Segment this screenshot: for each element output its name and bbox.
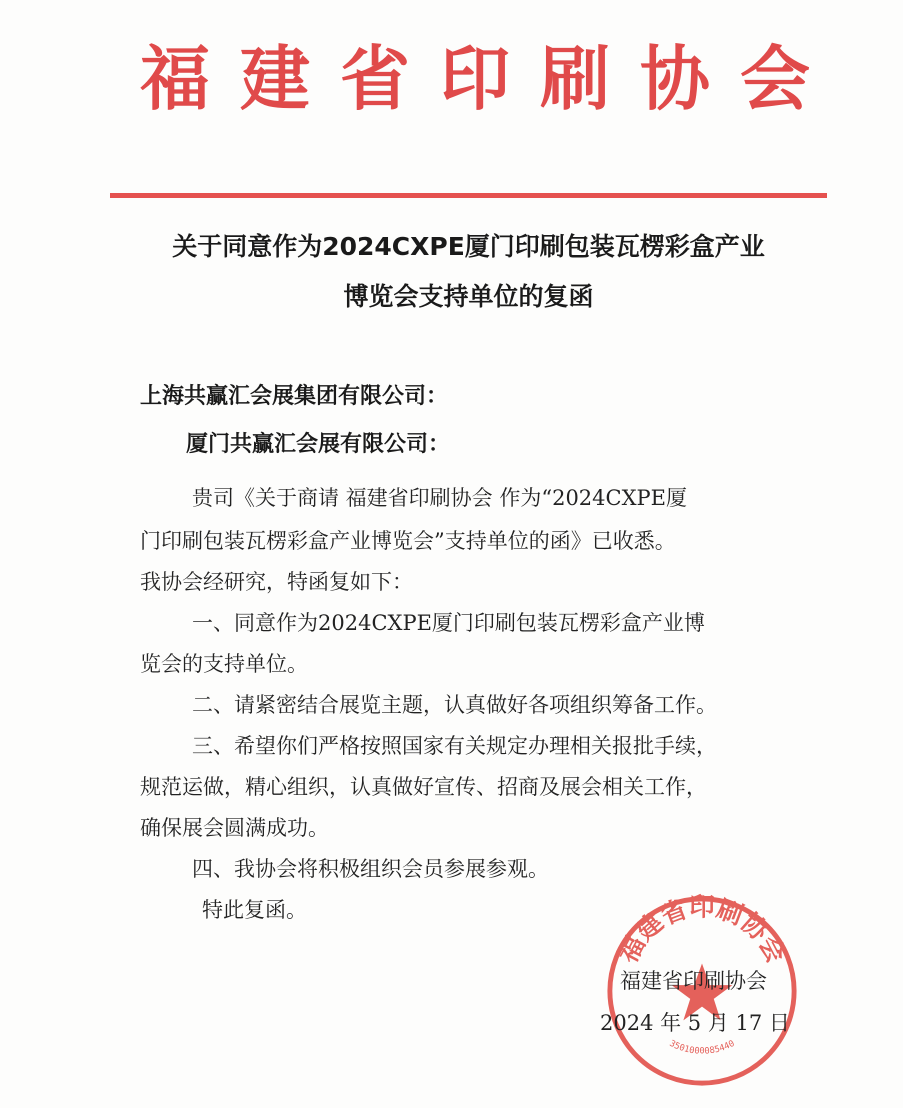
- letterhead-char: 协: [640, 37, 710, 120]
- letterhead-char: 福: [140, 37, 210, 120]
- title-line-1: 关于同意作为2024CXPE厦门印刷包装瓦楞彩盒产业: [172, 232, 765, 261]
- letterhead: [140, 36, 810, 122]
- body-line: 我协会经研究，特函复如下：: [140, 570, 413, 594]
- letterhead-divider: [110, 193, 827, 198]
- addressee-primary: 上海共赢汇会展集团有限公司：: [140, 384, 449, 409]
- addressee-secondary: 厦门共赢汇会展有限公司：: [186, 432, 451, 457]
- body-line: 三、希望你们严格按照国家有关规定办理相关报批手续，: [192, 734, 717, 758]
- svg-text:福建省印刷协会: [613, 893, 791, 968]
- letterhead-char: 省: [340, 37, 410, 120]
- letterhead-char: 会: [740, 37, 810, 120]
- svg-text:3501000085440: [668, 1039, 737, 1057]
- body-line: 贵司《关于商请 福建省印刷协会 作为“2024CXPE厦: [192, 486, 688, 510]
- body-line: 一、同意作为2024CXPE厦门印刷包装瓦楞彩盒产业博: [192, 611, 705, 635]
- body-line: 览会的支持单位。: [140, 652, 308, 676]
- seal-number: 3501000085440: [667, 1038, 737, 1057]
- letterhead-char: 印: [440, 37, 510, 120]
- body-line: 门印刷包装瓦楞彩盒产业博览会”支持单位的函》已收悉。: [140, 529, 676, 553]
- body-line: 确保展会圆满成功。: [140, 816, 329, 840]
- title-line-2: 博览会支持单位的复函: [343, 282, 594, 311]
- seal-text: 福建省印刷协会: [613, 893, 791, 968]
- document-title: [110, 222, 827, 322]
- signature-organization: 福建省印刷协会: [620, 969, 767, 993]
- letterhead-char: 刷: [540, 37, 610, 120]
- body-line: 四、我协会将积极组织会员参展参观。: [192, 857, 549, 881]
- body-line: 特此复函。: [202, 898, 307, 922]
- body-line: 规范运做，精心组织，认真做好宣传、招商及展会相关工作，: [140, 775, 707, 799]
- body-line: 二、请紧密结合展览主题，认真做好各项组织筹备工作。: [192, 693, 717, 717]
- letterhead-char: 建: [240, 37, 310, 120]
- signature-date: 2024 年 5 月 17 日: [600, 1011, 790, 1035]
